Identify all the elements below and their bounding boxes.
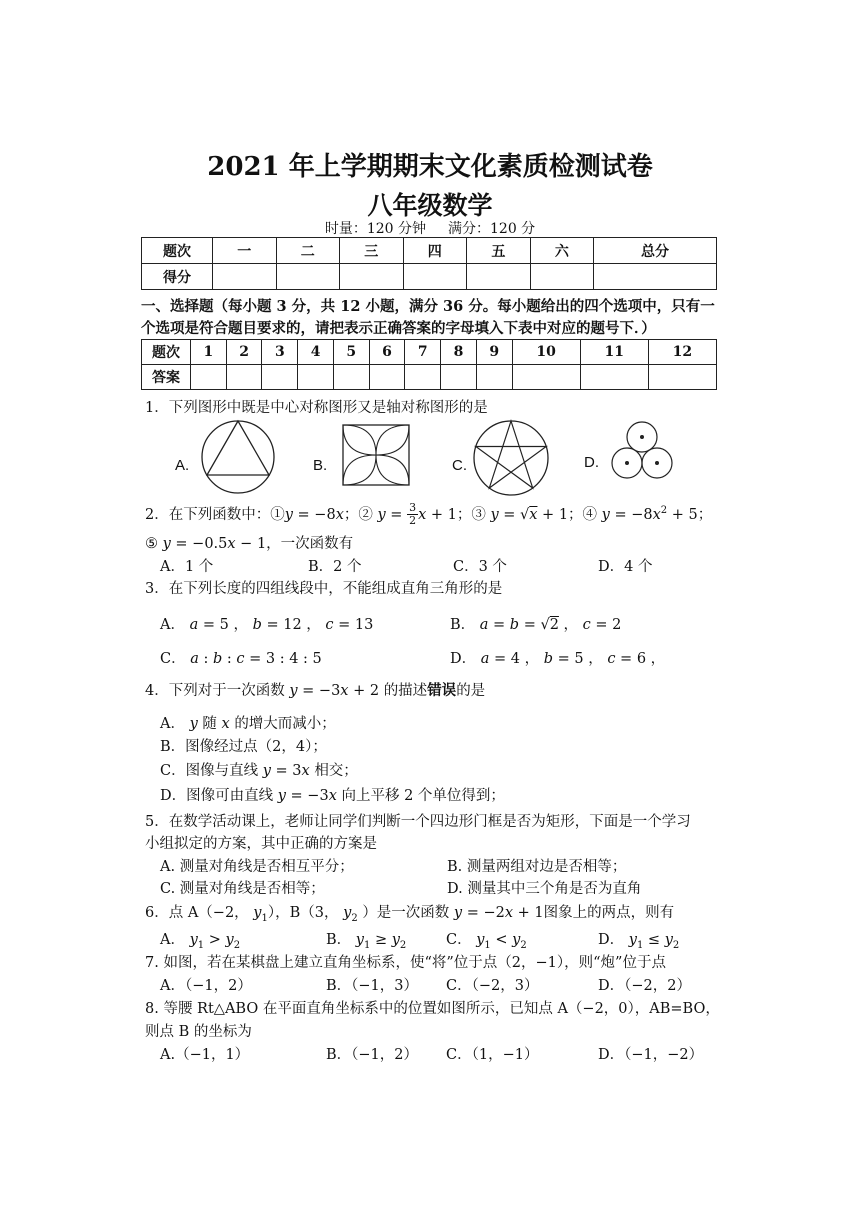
q2-stem-suffix: ，一次函数有 <box>266 536 354 552</box>
q1-label-a: A. <box>175 457 190 474</box>
q2-option-a: A．1 个 <box>160 559 214 575</box>
answer-entry-cell[interactable] <box>648 365 716 390</box>
q4-option-c-text1: C．图像与直线 <box>160 763 259 779</box>
q1-label-c: C. <box>452 457 467 474</box>
q6-stem-part3: ）是一次函数 <box>362 905 450 921</box>
answer-entry-cell[interactable] <box>476 365 512 390</box>
q1-label-d: D. <box>584 454 599 471</box>
answer-header-cell: 6 <box>369 340 405 365</box>
answer-entry-cell[interactable] <box>580 365 648 390</box>
exam-title: 2021 年上学期期末文化素质检测试卷 <box>207 152 653 182</box>
q4-stem-prefix: 4．下列对于一次函数 <box>145 683 285 699</box>
full-score: 满分：120 分 <box>448 221 536 237</box>
score-header-cell: 一 <box>213 238 277 264</box>
answer-header-cell: 题次 <box>142 340 191 365</box>
answer-header-cell: 11 <box>580 340 648 365</box>
q1-figure-d <box>605 420 679 482</box>
section1-instructions: 一、选择题（每小题 3 分，共 12 小题，满分 36 分。每小题给出的四个选项中，只有一个选项是符合题目要求的，请把表示正确答案的字母填入下表中对应的题号下．） <box>141 298 715 337</box>
exam-meta <box>0 218 860 238</box>
q1-figure-a <box>199 418 277 496</box>
answer-header-cell: 7 <box>405 340 441 365</box>
score-header-cell: 五 <box>467 238 531 264</box>
answer-header-cell: 2 <box>226 340 262 365</box>
fraction: $\frac{3}{2}$ <box>409 501 417 528</box>
q2-stem-prefix: 2．在下列函数中：① <box>145 506 285 523</box>
score-entry-cell[interactable] <box>340 264 404 290</box>
q5-option-b: B. 测量两组对边是否相等； <box>447 859 627 875</box>
q3-option-d: D． a = 4 ， b = 5 ， c = 6 ， <box>450 651 666 667</box>
q2-line1: 2．在下列函数中：①y = −8x；② y = $\frac{3}{2}$ x + 1；③ y = √x + 1；④ $y = -8x^2 + 5$； <box>145 501 713 528</box>
q1-figure-c <box>471 418 551 498</box>
answer-entry-cell[interactable] <box>191 365 227 390</box>
score-entry-cell[interactable] <box>467 264 531 290</box>
q3-option-c: C． a : b : c = 3 : 4 : 5 <box>160 651 322 667</box>
q7-option-b: B．（−1，3） <box>326 978 419 994</box>
answer-entry-cell[interactable] <box>226 365 262 390</box>
q4-option-a-text1: 随 <box>202 716 217 732</box>
q6-option-b: B． $y_1 \ge y_2$ <box>326 932 407 951</box>
score-table <box>141 237 717 290</box>
answer-header-cell: 8 <box>441 340 477 365</box>
q2-option-d: D．4 个 <box>598 559 653 575</box>
q7-stem: 7. 如图，若在某棋盘上建立直角坐标系，使“将”位于点（2，−1），则“炮”位于点 <box>145 955 666 971</box>
q6-stem: 6．点 A（−2， $y_1$），B（3， $y_2$ ）是一次函数 y = −2x + 1图象上的两点，则有 <box>145 905 675 924</box>
q6-option-a: A． $y_1 > y_2$ <box>160 932 241 951</box>
q8-option-a: A.（−1，1） <box>160 1047 250 1063</box>
answer-header-cell: 12 <box>648 340 716 365</box>
q4-stem-suffix: 的是 <box>456 683 486 699</box>
answer-entry-cell[interactable] <box>298 365 334 390</box>
score-entry-cell[interactable] <box>594 264 717 290</box>
q4-option-b: B．图像经过点（2，4）； <box>160 739 327 755</box>
q8-option-c: C．（1，−1） <box>446 1047 539 1063</box>
score-row-label: 得分 <box>142 264 213 290</box>
score-header-cell: 六 <box>530 238 594 264</box>
q3-option-a: A． a = 5 ， b = 12 ， c = 13 <box>160 617 374 633</box>
score-header-cell: 总分 <box>594 238 717 264</box>
q4-option-d-text1: D．图像可由直线 <box>160 788 274 804</box>
q5-stem-line1: 5．在数学活动课上，老师让同学们判断一个四边形门框是否为矩形，下面是一个学习 <box>145 814 691 830</box>
answer-header-cell: 3 <box>262 340 298 365</box>
q4-stem-emphasis: 错误 <box>427 682 457 699</box>
q3-stem: 3．在下列长度的四组线段中，不能组成直角三角形的是 <box>145 581 503 597</box>
q8-option-b: B．（−1，2） <box>326 1047 419 1063</box>
q2-line2: ⑤ y = −0.5x − 1，一次函数有 <box>145 536 354 552</box>
q2-option-b: B．2 个 <box>308 559 362 575</box>
q7-option-c: C．（−2，3） <box>446 978 539 994</box>
answer-row-label: 答案 <box>142 365 191 390</box>
q4-option-d-text2: 向上平移 2 个单位得到； <box>341 788 505 804</box>
q2-option-c: C．3 个 <box>453 559 507 575</box>
q6-stem-part2: ），B（3， <box>267 905 339 921</box>
score-header-cell: 三 <box>340 238 404 264</box>
exam-subtitle: 八年级数学 <box>367 191 493 220</box>
q4-option-a: A． y 随 x 的增大而减小； <box>160 716 336 732</box>
time-limit: 时量：120 分钟 <box>324 221 426 237</box>
answer-entry-cell[interactable] <box>512 365 580 390</box>
score-entry-cell[interactable] <box>276 264 340 290</box>
score-entry-cell[interactable] <box>530 264 594 290</box>
q6-stem-part4: 图象上的两点，则有 <box>543 905 675 921</box>
answer-entry-cell[interactable] <box>405 365 441 390</box>
answer-entry-cell[interactable] <box>262 365 298 390</box>
q6-option-d: D． $y_1 \le y_2$ <box>598 932 680 951</box>
q8-stem-line1: 8. 等腰 Rt△ABO 在平面直角坐标系中的位置如图所示，已知点 A（−2，0），AB=BO， <box>145 1001 720 1017</box>
q4-stem-mid: 的描述 <box>383 683 428 699</box>
q5-option-d: D. 测量其中三个角是否为直角 <box>447 881 642 897</box>
answer-header-cell: 10 <box>512 340 580 365</box>
q4-option-c: C．图像与直线 y = 3x 相交； <box>160 763 358 779</box>
q5-option-a: A. 测量对角线是否相互平分； <box>160 859 354 875</box>
answer-header-cell: 4 <box>298 340 334 365</box>
answer-entry-cell[interactable] <box>333 365 369 390</box>
q6-option-c: C． $y_1 < y_2$ <box>446 932 527 951</box>
score-header-cell: 题次 <box>142 238 213 264</box>
q4-stem: 4．下列对于一次函数 y = −3x + 2 的描述错误的是 <box>145 682 486 699</box>
answer-header-cell: 5 <box>333 340 369 365</box>
q1-stem: 1．下列图形中既是中心对称图形又是轴对称图形的是 <box>145 400 488 416</box>
q4-option-d: D．图像可由直线 y = −3x 向上平移 2 个单位得到； <box>160 788 505 804</box>
q7-option-d: D．（−2，2） <box>598 978 691 994</box>
q1-label-b: B. <box>313 457 328 474</box>
q7-option-a: A．（−1，2） <box>160 978 252 994</box>
q6-stem-part1: 6．点 A（−2， <box>145 905 249 921</box>
score-entry-cell[interactable] <box>213 264 277 290</box>
q5-stem-line2: 小组拟定的方案，其中正确的方案是 <box>145 836 377 852</box>
q8-stem-line2: 则点 B 的坐标为 <box>145 1024 252 1040</box>
q4-option-c-text2: 相交； <box>314 763 358 779</box>
q3-option-b: B． a = b = √2 ， c = 2 <box>450 617 622 633</box>
answer-entry-cell[interactable] <box>369 365 405 390</box>
answer-header-cell: 1 <box>191 340 227 365</box>
answer-entry-cell[interactable] <box>441 365 477 390</box>
score-header-cell: 四 <box>403 238 467 264</box>
answer-header-cell: 9 <box>476 340 512 365</box>
q4-option-a-text2: 的增大而减小； <box>234 716 336 732</box>
q5-option-c: C. 测量对角线是否相等； <box>160 881 325 897</box>
q8-option-d: D．（−1，−2） <box>598 1047 704 1063</box>
score-header-cell: 二 <box>276 238 340 264</box>
q1-figure-b <box>342 424 410 486</box>
answer-table <box>141 339 717 390</box>
score-entry-cell[interactable] <box>403 264 467 290</box>
